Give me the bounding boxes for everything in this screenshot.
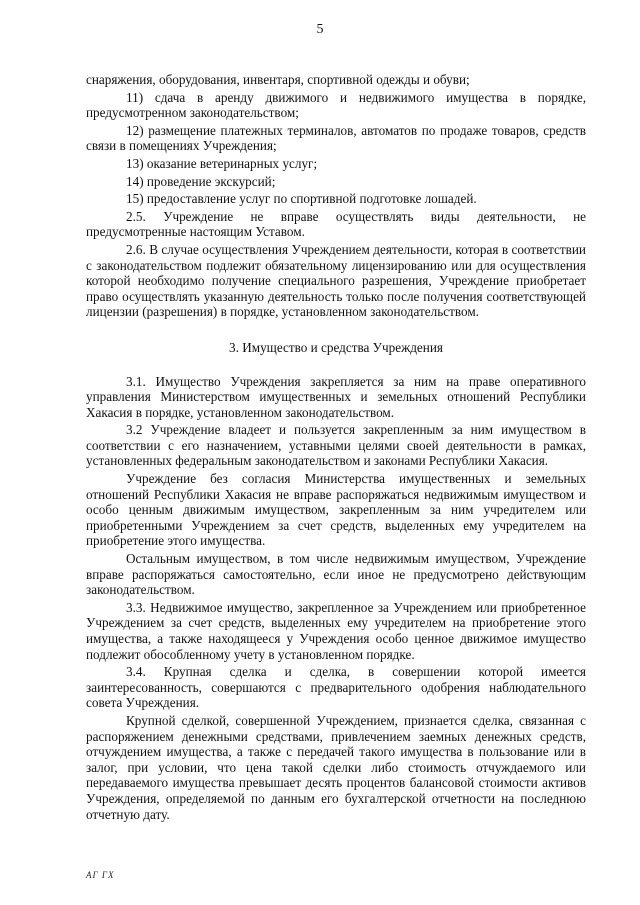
paragraph: 2.6. В случае осуществления Учреждением деятельности, которая в соответствии с законодательством подлежит обязательному лицензированию или для осуществления которой необходимо получение специального разрешения, Учреждение приобретает право осуществлять указанную деятельность только после получения соответствующей лицензии (разрешения) в порядке, установленном законодательством.: [86, 241, 586, 320]
paragraph: 12) размещение платежных терминалов, автоматов по продаже товаров, средств связи в помещениях Учреждения;: [86, 122, 586, 154]
paragraph: 14) проведение экскурсий;: [126, 173, 276, 189]
paragraph: Учреждение без согласия Министерства имущественных и земельных отношений Республики Хакасия не вправе распоряжаться недвижимым имуществом и особо ценным движимым имуществом, закрепленным за ним учредителем или приобретенными Учреждением за счет средств, выделенных ему учредителем на приобретение этого имущества.: [86, 471, 586, 549]
clause-list-section-3: [86, 374, 586, 823]
footer-mark: АГ ГХ: [86, 870, 115, 880]
paragraph: 3.3. Недвижимое имущество, закрепленное за Учреждением или приобретенное Учреждением за счет средств, выделенных ему учредителем на приобретение этого имущества, а также находящееся у Учреждения особо ценное движимое имущество подлежит обособленному учету в установленном порядке.: [86, 599, 586, 662]
paragraph: снаряжения, оборудования, инвентаря, спортивной одежды и обуви;: [86, 72, 470, 87]
document-body: [86, 72, 586, 822]
paragraph: 3.4. Крупная сделка и сделка, в совершении которой имеется заинтересованность, совершаются с предварительного одобрения наблюдательного совета Учреждения.: [86, 664, 586, 711]
section-heading: 3. Имущество и средства Учреждения: [229, 339, 443, 355]
paragraph: 15) предоставление услуг по спортивной подготовке лошадей.: [126, 191, 477, 207]
clause-list-section-2: [86, 72, 586, 320]
paragraph: 11) сдача в аренду движимого и недвижимого имущества в порядке, предусмотренном законодательством;: [86, 89, 586, 121]
paragraph: 2.5. Учреждение не вправе осуществлять виды деятельности, не предусмотренные настоящим Уставом.: [86, 208, 586, 240]
paragraph: Остальным имуществом, в том числе недвижимым имуществом, Учреждение вправе распоряжаться самостоятельно, если иное не предусмотрено действующим законодательством.: [86, 551, 586, 598]
paragraph: 13) оказание ветеринарных услуг;: [126, 155, 318, 171]
paragraph: 3.2 Учреждение владеет и пользуется закрепленным за ним имуществом в соответствии с его назначением, уставными целями своей деятельности в рамках, установленных федеральным законодательством и законами Республики Хакасия.: [86, 422, 586, 469]
paragraph: Крупной сделкой, совершенной Учреждением, признается сделка, связанная с распоряжением денежными средствами, привлечением заемных денежных средств, отчуждением имущества, а также с передачей такого имущества в пользование или в залог, при условии, что цена такой сделки либо стоимость отчуждаемого или передаваемого имущества превышает десять процентов балансовой стоимости активов Учреждения, определяемой по данным его бухгалтерской отчетности на последнюю отчетную дату.: [86, 712, 586, 822]
page-number: 5: [316, 22, 324, 37]
paragraph: 3.1. Имущество Учреждения закрепляется за ним на праве оперативного управления Министерством имущественных и земельных отношений Республики Хакасия в порядке, установленном законодательством.: [86, 373, 586, 420]
